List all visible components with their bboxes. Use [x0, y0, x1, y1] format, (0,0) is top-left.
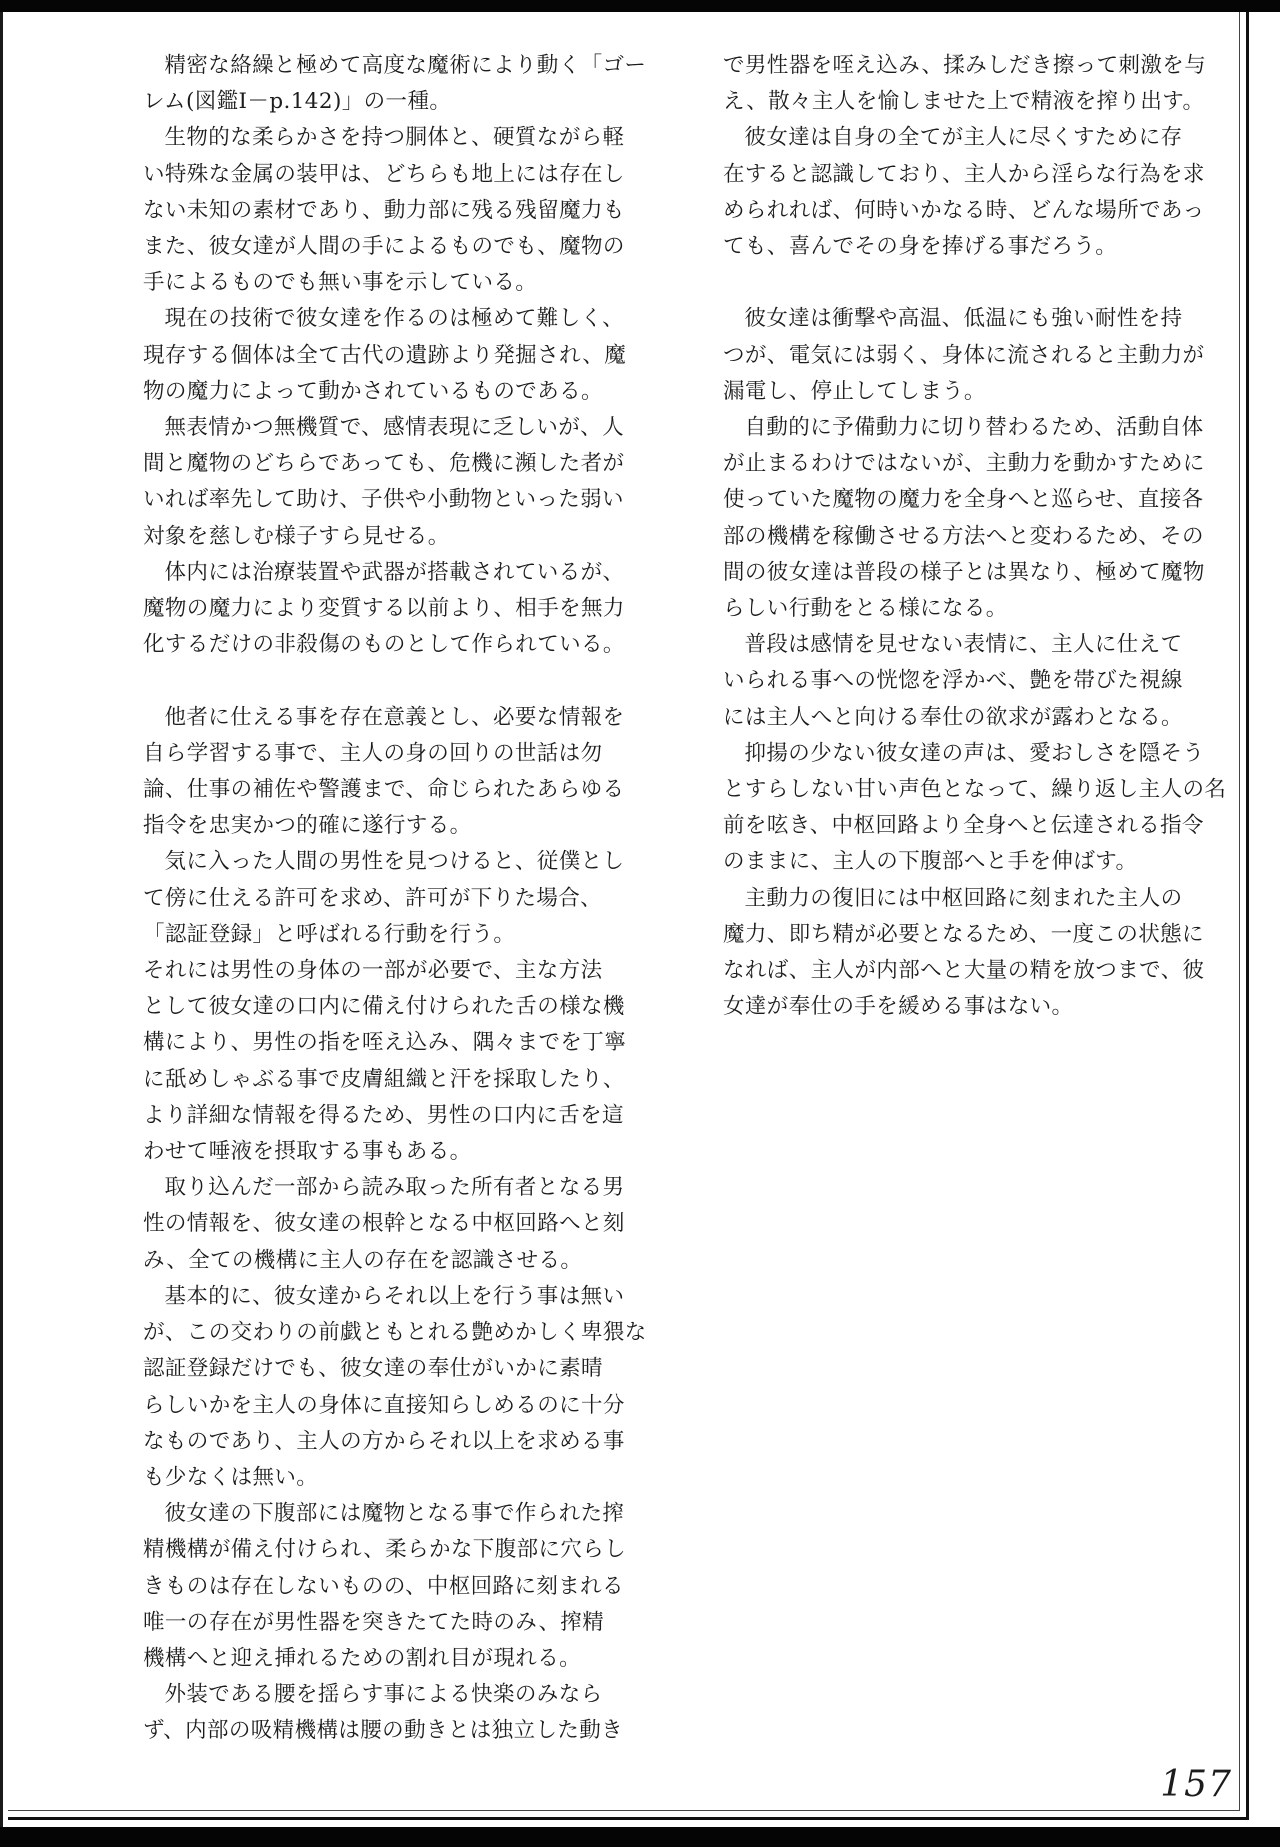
- paragraph: 取り込んだ一部から読み取った所有者となる男 性の情報を、彼女達の根幹となる中枢回路へと刻 み、全ての機構に主人の存在を認識させる。: [143, 1175, 625, 1273]
- paragraph: 彼女達の下腹部には魔物となる事で作られた搾 精機構が備え付けられ、柔らかな下腹部に穴らし きものは存在しないものの、中枢回路に刻まれる 唯一の存在が男性器を突きたてた時のみ、搾精 機構へと迎え挿れるための割れ目が現れる。: [143, 1501, 627, 1671]
- paragraph: 他者に仕える事を存在意義とし、必要な情報を 自ら学習する事で、主人の身の回りの世話は勿 論、仕事の補佐や警護まで、命じられたあらゆる 指令を忠実かつ的確に遂行する。: [143, 704, 625, 839]
- paragraph: 彼女達は自身の全てが主人に尽くすために存 在すると認識しており、主人から淫らな行為を求 められれば、何時いかなる時、どんな場所であっ ても、喜んでその身を捧げる事だろう。: [723, 125, 1205, 260]
- top-scan-border: [0, 0, 1280, 12]
- paragraph: 精密な絡繰と極めて高度な魔術により動く「ゴー レム(図鑑Ⅰ－p.142)」の一種。: [143, 53, 647, 115]
- paragraph: それには男性の身体の一部が必要で、主な方法 として彼女達の口内に備え付けられた舌の様な機 構により、男性の指を咥え込み、隅々までを丁寧 に舐めしゃぶる事で皮膚組織と汗を採取したり、 より詳細な情報を得るため、男性の口内に舌を這 わせて唾液を摂取する事もある。: [143, 958, 627, 1165]
- paragraph: 基本的に、彼女達からそれ以上を行う事は無い が、この交わりの前戯ともとれる艶めかしく卑猥な 認証登録だけでも、彼女達の奉仕がいかに素晴 らしいかを主人の身体に直接知らしめるのに十分 なものであり、主人の方からそれ以上を求める事 も少なくは無い。: [143, 1283, 647, 1490]
- right-text-column: [723, 48, 1233, 1025]
- paragraph: 生物的な柔らかさを持つ胴体と、硬質ながら軽 い特殊な金属の装甲は、どちらも地上には存在し ない未知の素材であり、動力部に残る残留魔力も また、彼女達が人間の手によるものでも、魔物の 手によるものでも無い事を示している。: [143, 125, 625, 296]
- paragraph: 現在の技術で彼女達を作るのは極めて難しく、 現存する個体は全て古代の遺跡より発掘され、魔 物の魔力によって動かされているものである。: [143, 306, 627, 404]
- paragraph: 無表情かつ無機質で、感情表現に乏しいが、人 間と魔物のどちらであっても、危機に瀕した者が いれば率先して助け、子供や小動物といった弱い 対象を慈しむ様子すら見せる。: [143, 415, 625, 549]
- left-text-column: [143, 48, 653, 1750]
- section-gap: [143, 663, 653, 699]
- page-number: 157: [1160, 1764, 1232, 1805]
- paragraph: 自動的に予備動力に切り替わるため、活動自体 が止まるわけではないが、主動力を動かすために 使っていた魔物の魔力を全身へと巡らせ、直接各 部の機構を稼働させる方法へと変わるため、その 間の彼女達は普段の様子とは異なり、極めて魔物 らしい行動をとる様になる。: [723, 415, 1205, 622]
- left-scan-edge: [0, 12, 3, 1827]
- paragraph: 外装である腰を揺らす事による快楽のみなら ず、内部の吸精機構は腰の動きとは独立した動き: [143, 1682, 624, 1744]
- bottom-scan-border: [0, 1827, 1280, 1847]
- section-gap: [723, 265, 1233, 301]
- paragraph: 主動力の復旧には中枢回路に刻まれた主人の 魔力、即ち精が必要となるため、一度この状態に なれば、主人が内部へと大量の精を放つまで、彼 女達が奉仕の手を緩める事はない。: [723, 885, 1205, 1020]
- paragraph: 普段は感情を見せない表情に、主人に仕えて いられる事への恍惚を浮かべ、艶を帯びた視線 には主人へと向ける奉仕の欲求が露わとなる。: [723, 632, 1183, 730]
- paragraph: 彼女達は衝撃や高温、低温にも強い耐性を持 つが、電気には弱く、身体に流されると主動力が 漏電し、停止してしまう。: [723, 306, 1205, 404]
- paragraph: で男性器を咥え込み、揉みしだき擦って刺激を与 え、散々主人を愉しませた上で精液を搾り出す。: [723, 53, 1207, 115]
- paragraph: 体内には治療装置や武器が搭載されているが、 魔物の魔力により変質する以前より、相手を無力 化するだけの非殺傷のものとして作られている。: [143, 559, 625, 658]
- paragraph: 抑揚の少ない彼女達の声は、愛おしさを隠そう とすらしない甘い声色となって、繰り返し主人の名 前を呟き、中枢回路より全身へと伝達される指令 のままに、主人の下腹部へと手を伸ばす。: [723, 740, 1227, 875]
- paragraph: 気に入った人間の男性を見つけると、従僕とし て傍に仕える許可を求め、許可が下りた場合、 「認証登録」と呼ばれる行動を行う。: [143, 849, 625, 947]
